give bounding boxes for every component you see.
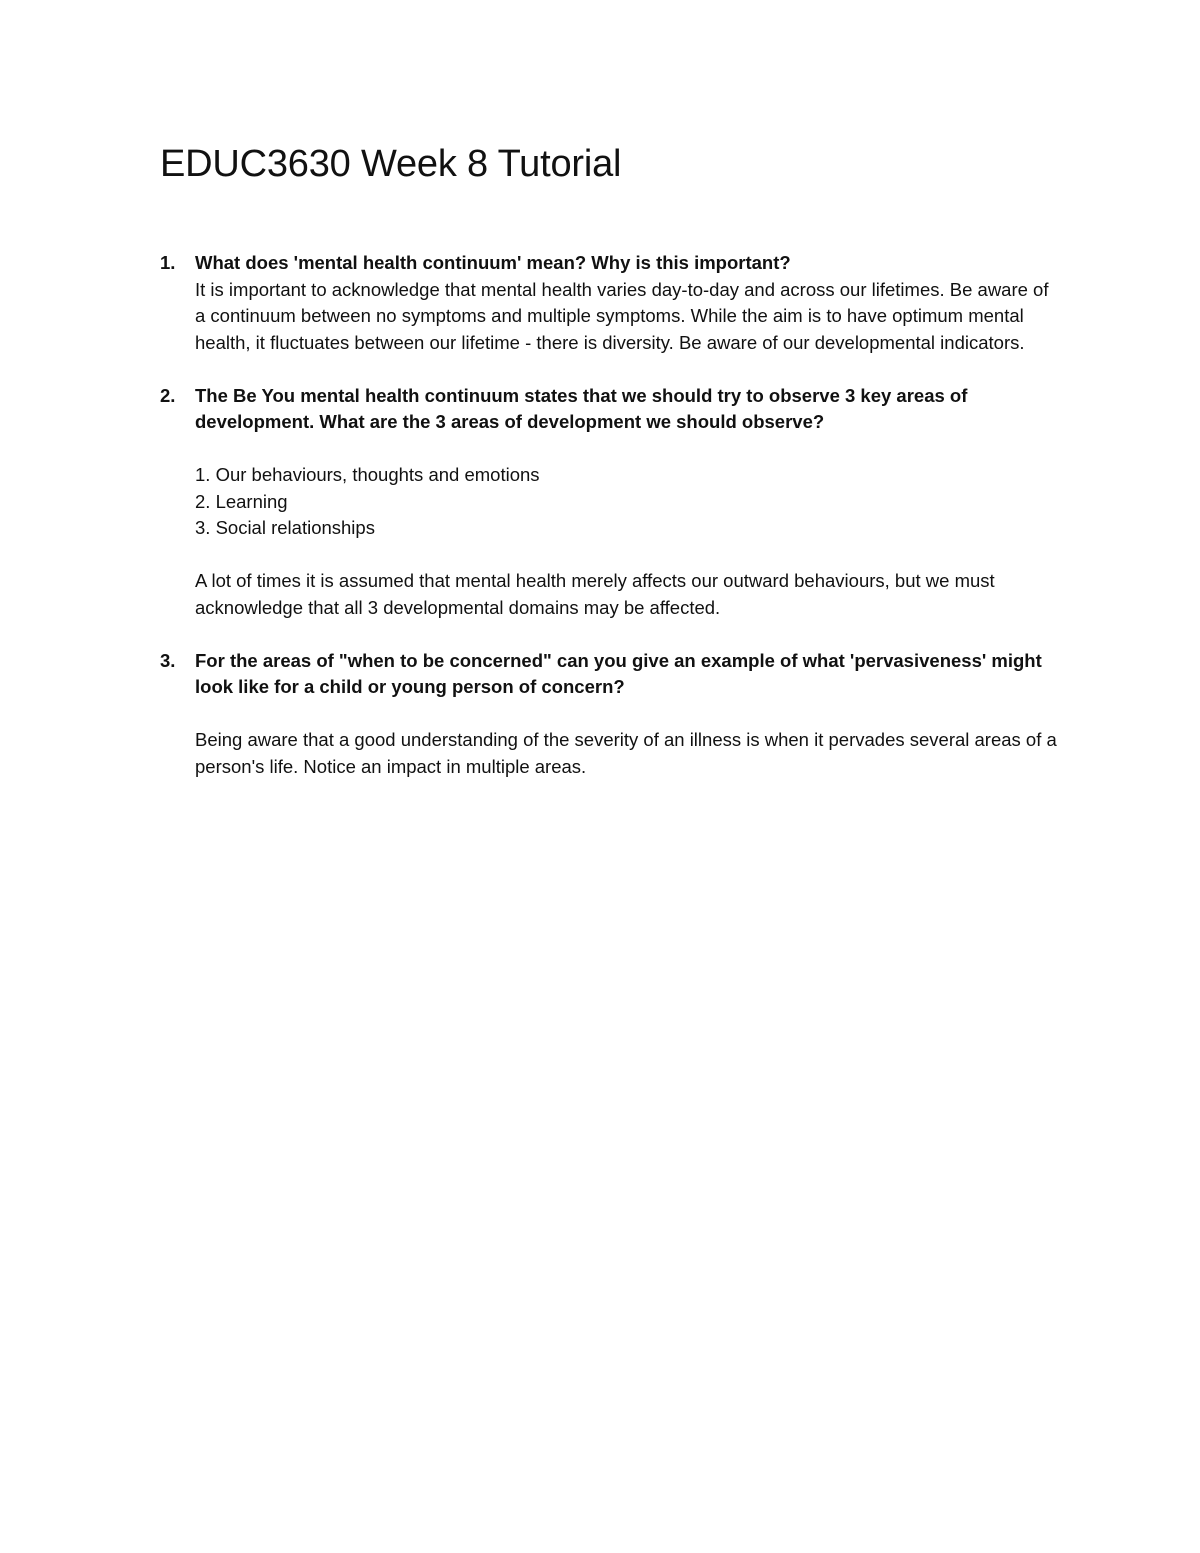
question-text: For the areas of "when to be concerned" can you give an example of what 'pervasiveness' might look like for a child or young person of concern?: [195, 649, 1042, 697]
development-area-item: 1. Our behaviours, thoughts and emotions: [195, 464, 540, 485]
development-area-item: 2. Learning: [195, 490, 288, 512]
question-item-2: [160, 383, 1060, 622]
question-number: 2.: [160, 384, 176, 406]
answer-text: A lot of times it is assumed that mental health merely affects our outward behaviours, but we must acknowledge that all 3 developmental domains may be affected.: [195, 570, 995, 618]
question-item-1: [160, 250, 1060, 356]
question-number: 3.: [160, 649, 176, 671]
question-text: What does 'mental health continuum' mean? Why is this important?: [195, 252, 791, 273]
document-title: EDUC3630 Week 8 Tutorial: [160, 143, 622, 185]
spacer: [195, 542, 1060, 569]
answer-text: It is important to acknowledge that mental health varies day-to-day and across our lifetimes. Be aware of a continuum between no symptoms and multiple symptoms. While the aim is to have optimum mental health, it fluctuates between our lifetime - there is diversity. Be aware of our developmental indicators.: [195, 278, 1049, 353]
development-areas-list: [195, 462, 1060, 542]
spacer: [195, 436, 1060, 463]
question-number: 1.: [160, 252, 176, 273]
question-text: The Be You mental health continuum states that we should try to observe 3 key areas of development. What are the 3 areas of development we should observe?: [195, 384, 968, 432]
spacer: [195, 701, 1060, 728]
question-item-3: [160, 648, 1060, 781]
development-area-item: 3. Social relationships: [195, 517, 375, 538]
question-list: [160, 250, 1060, 780]
answer-text: Being aware that a good understanding of the severity of an illness is when it pervades several areas of a person's life. Notice an impact in multiple areas.: [195, 729, 1057, 777]
